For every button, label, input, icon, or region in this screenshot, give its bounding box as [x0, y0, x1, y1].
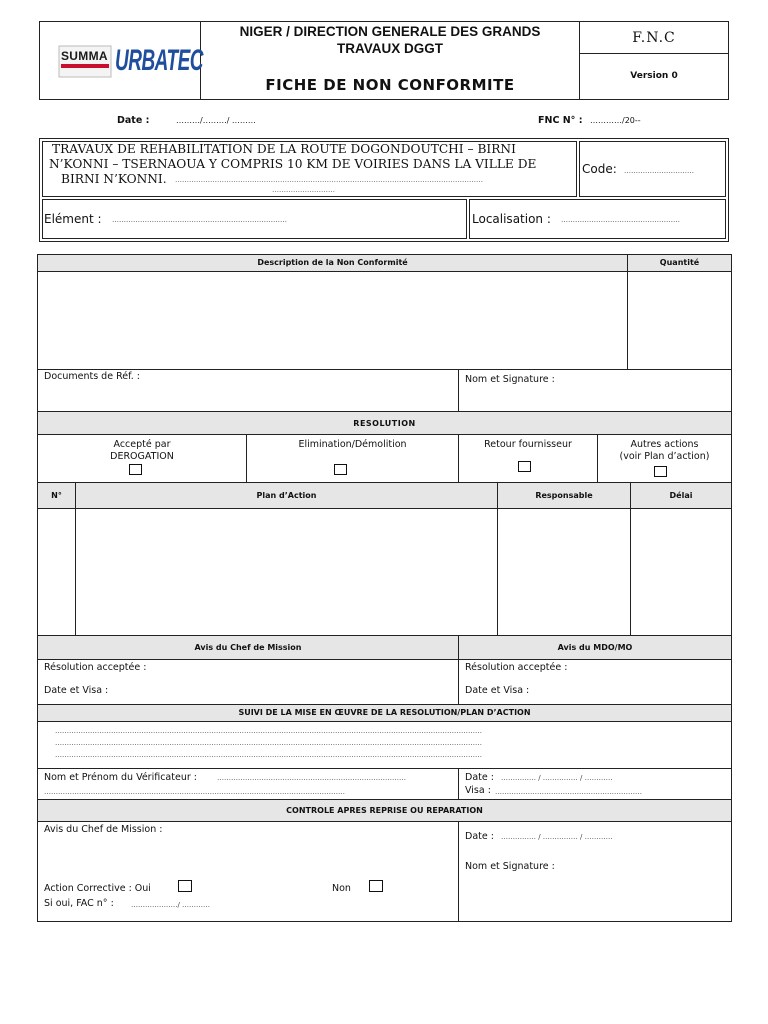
action-corrective-non-checkbox[interactable] — [369, 880, 383, 892]
col-responsable-header: Responsable — [535, 491, 593, 500]
element-value[interactable]: ………………………………………………………………… — [112, 216, 287, 224]
project-title-line2: N’KONNI – TSERNAOUA Y COMPRIS 10 KM DE VOIRIES DANS LA VILLE DE — [49, 157, 537, 171]
element-label: Elément : — [44, 212, 102, 226]
verif-row-top — [38, 768, 731, 769]
code-value[interactable]: ………………………… — [624, 167, 694, 175]
action-corrective-non-label: Non — [332, 883, 351, 894]
project-title-line1: TRAVAUX DE REHABILITATION DE LA ROUTE DOGONDOUTCHI – BIRNI — [52, 142, 516, 156]
project-title-line3: BIRNI N’KONNI. — [61, 172, 167, 186]
suivi-dots-line1[interactable]: ………………………………………………………………………………………………………………………………………………………………… — [55, 727, 482, 735]
logo-urbatec-text: URBATEC — [115, 45, 203, 78]
action-corrective-label: Action Corrective : Oui — [44, 883, 151, 894]
project-title-dots2: ……………………… — [272, 186, 335, 194]
plan-col-div1 — [75, 482, 76, 635]
col-number-header: N° — [51, 491, 62, 500]
autres-checkbox[interactable] — [654, 466, 667, 477]
suivi-date-value[interactable]: …………… / …………… / ………… — [501, 774, 613, 782]
controle-divider — [458, 822, 459, 921]
form-title: FICHE DE NON CONFORMITE — [265, 76, 515, 94]
nom-signature-label: Nom et Signature : — [465, 374, 555, 385]
version-label: Version 0 — [630, 71, 678, 81]
org-name-line1: NIGER / DIRECTION GENERALE DES GRANDS — [239, 24, 541, 39]
suivi-visa-value[interactable]: ……………………………………………………… — [495, 788, 642, 796]
logo-summa-text: SUMMA — [61, 49, 108, 63]
suivi-header: SUIVI DE LA MISE EN ŒUVRE DE LA RESOLUTION/PLAN D’ACTION — [238, 708, 531, 717]
docs-row-top — [38, 369, 731, 370]
chef-resolution-label: Résolution acceptée : — [44, 662, 147, 673]
si-oui-label: Si oui, FAC n° : — [44, 898, 114, 909]
elimination-checkbox[interactable] — [334, 464, 347, 475]
action-corrective-oui-checkbox[interactable] — [178, 880, 192, 892]
documents-ref-label: Documents de Réf. : — [44, 371, 140, 382]
date-label: Date : — [117, 115, 150, 126]
retour-checkbox[interactable] — [518, 461, 531, 472]
localisation-value[interactable]: …………………………………………… — [561, 216, 680, 224]
avis-chef-header: Avis du Chef de Mission — [194, 643, 302, 652]
plan-col-div2 — [497, 482, 498, 635]
suivi-dots-line2[interactable]: ………………………………………………………………………………………………………………………………………………………………… — [55, 739, 482, 747]
localisation-label: Localisation : — [472, 212, 551, 226]
mdo-resolution-label: Résolution acceptée : — [465, 662, 568, 673]
description-header: Description de la Non Conformité — [257, 258, 408, 267]
option-retour: Retour fournisseur — [484, 439, 572, 450]
option-derogation-line2: DEROGATION — [110, 451, 174, 462]
date-value[interactable]: ………/………/ ……… — [176, 116, 256, 125]
verif-divider — [458, 768, 459, 799]
controle-date-label: Date : — [465, 831, 494, 842]
option-derogation-line1: Accepté par — [113, 439, 171, 450]
header-right-hline — [579, 53, 729, 54]
fnc-number-value[interactable]: …………/20-- — [590, 116, 641, 125]
project-title-dots1: …………………………………………………………………………………………………………………… — [175, 176, 483, 184]
docs-divider — [458, 369, 459, 411]
avis-mdo-header: Avis du MDO/MO — [557, 643, 633, 652]
suivi-dots-line3[interactable]: ………………………………………………………………………………………………………………………………………………………………… — [55, 751, 482, 759]
quantity-area[interactable] — [628, 273, 731, 369]
si-oui-value[interactable]: …………….…./ ………… — [131, 901, 211, 909]
plan-col-div3 — [630, 482, 631, 635]
resolution-header: RESOLUTION — [353, 419, 416, 428]
company-logo — [45, 27, 203, 93]
controle-nom-signature-label: Nom et Signature : — [465, 861, 555, 872]
col-delai-header: Délai — [669, 491, 693, 500]
code-label: Code: — [582, 162, 617, 176]
suivi-date-label: Date : — [465, 772, 494, 783]
verificateur-dots[interactable]: ……………………………………………………………………… — [217, 774, 406, 782]
fnc-number-label: FNC N° : — [538, 115, 583, 126]
org-name-line2: TRAVAUX DGGT — [337, 41, 443, 56]
option-autres-line1: Autres actions — [630, 439, 699, 450]
verificateur-dots2[interactable]: ………………………………………………………………………………………………………………… — [44, 788, 345, 796]
controle-header: CONTROLE APRES REPRISE OU REPARATION — [286, 806, 483, 815]
suivi-visa-label: Visa : — [465, 785, 491, 796]
quantity-header: Quantité — [659, 258, 700, 267]
option-elimination: Elimination/Démolition — [298, 439, 407, 450]
option-autres-line2: (voir Plan d’action) — [619, 451, 710, 462]
verificateur-label: Nom et Prénom du Vérificateur : — [44, 772, 197, 783]
controle-avis-label: Avis du Chef de Mission : — [44, 824, 163, 835]
col-plan-header: Plan d’Action — [256, 491, 317, 500]
derogation-checkbox[interactable] — [129, 464, 142, 475]
description-area[interactable] — [38, 273, 627, 369]
fnc-label: F.N.C — [632, 30, 676, 46]
chef-date-visa-label: Date et Visa : — [44, 685, 109, 696]
controle-date-value[interactable]: …………… / …………… / ………… — [501, 833, 613, 841]
mdo-date-visa-label: Date et Visa : — [465, 685, 530, 696]
